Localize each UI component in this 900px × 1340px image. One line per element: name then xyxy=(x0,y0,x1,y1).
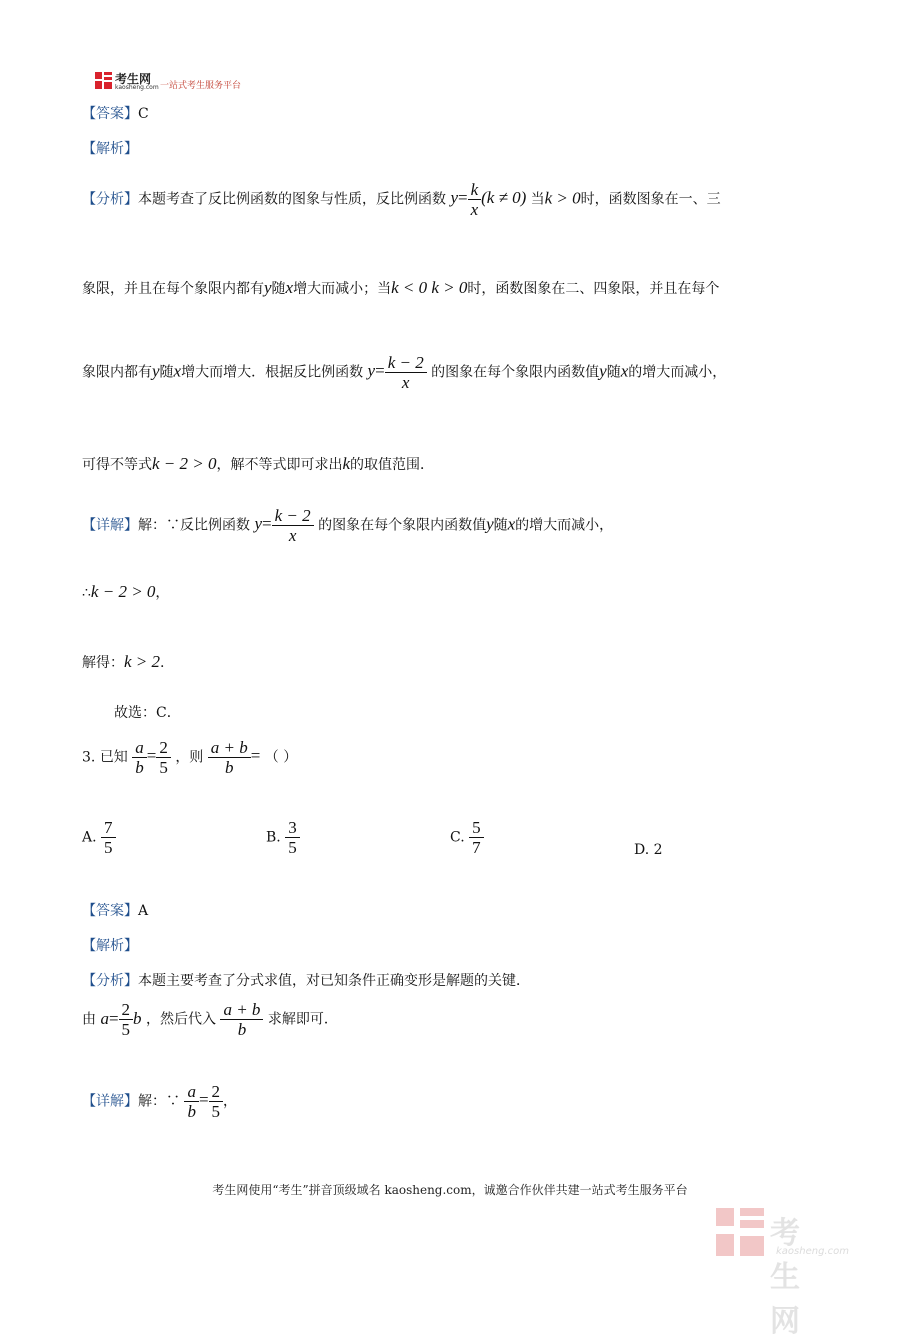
denominator: x xyxy=(288,526,297,545)
var-y: y xyxy=(599,361,607,381)
denominator: b xyxy=(237,1020,247,1039)
equals: = xyxy=(198,1090,209,1110)
equals: = xyxy=(108,1008,119,1028)
numerator: 2 xyxy=(209,1082,224,1102)
text: 的增大而减小， xyxy=(628,364,727,381)
fraction xyxy=(156,738,171,777)
q2-step1 xyxy=(82,582,169,602)
numerator: 2 xyxy=(156,738,171,758)
fraction xyxy=(469,818,484,857)
numerator: 2 xyxy=(119,1000,134,1020)
var-k: k xyxy=(342,454,351,473)
numerator: a xyxy=(184,1082,199,1102)
text: 象限内都有 xyxy=(82,364,152,381)
fraction xyxy=(119,1000,134,1039)
detail-tag: 【详解】 xyxy=(82,517,138,534)
text: 时，函数图象在一、三 xyxy=(580,191,721,208)
numerator: 3 xyxy=(285,818,300,838)
ineq: k < 0 k > 0 xyxy=(391,278,468,297)
text: 的图象在每个象限内函数值 xyxy=(318,517,487,534)
equals: = xyxy=(262,514,272,534)
fraction xyxy=(385,353,427,392)
text: 的图象在每个象限内函数值 xyxy=(431,364,600,381)
fraction xyxy=(272,506,314,545)
text: 的取值范围． xyxy=(350,457,435,473)
analysis-tag: 【解析】 xyxy=(82,938,138,954)
given-fraction xyxy=(132,738,171,777)
option-value: 2 xyxy=(653,842,663,858)
watermark xyxy=(716,1208,849,1339)
text: 本题考查了反比例函数的图象与性质，反比例函数 xyxy=(138,191,446,208)
answer-value: C xyxy=(138,106,149,122)
watermark-text: 考生网 xyxy=(770,1216,800,1339)
comma: ， xyxy=(223,1093,238,1110)
denominator: 5 xyxy=(104,838,113,857)
text: 可得不等式 xyxy=(82,457,152,473)
denominator: b xyxy=(225,758,234,777)
text: 增大而减小；当 xyxy=(293,281,392,297)
numerator: a xyxy=(132,738,147,758)
text: 时，函数图象在二、四象限，并且在每个 xyxy=(467,281,720,297)
text: ，则 xyxy=(175,749,204,766)
denominator: 5 xyxy=(121,1020,131,1040)
equals: = xyxy=(375,361,385,381)
kaosheng-logo-icon xyxy=(95,72,112,89)
text: 求解即可． xyxy=(267,1011,338,1028)
fenxi-tag: 【分析】 xyxy=(82,973,138,989)
numerator: k − 2 xyxy=(385,353,427,373)
q2-analysis-line3 xyxy=(82,353,726,392)
q2-solve xyxy=(82,652,164,672)
fraction xyxy=(208,738,251,777)
detail-tag: 【详解】 xyxy=(82,1093,138,1110)
fraction xyxy=(468,180,482,219)
q2-detail-line xyxy=(82,506,613,545)
var-y: y xyxy=(152,361,160,381)
answer-blank: （ ） xyxy=(264,749,298,766)
option-a xyxy=(82,818,116,857)
footer-text: 考生网使用“考生”拼音顶级域名 kaosheng.com，诚邀合作伙伴共建一站式考生服务平台 xyxy=(212,1183,688,1197)
fraction xyxy=(184,1082,199,1121)
q3-stem xyxy=(82,738,297,777)
q2-analysis-line4 xyxy=(82,454,434,474)
numerator: 5 xyxy=(469,818,484,838)
text: 已知 xyxy=(99,749,128,766)
q2-answer-line xyxy=(82,103,149,123)
target-fraction xyxy=(208,738,261,777)
text: 的增大而减小， xyxy=(515,517,614,534)
text: 当 xyxy=(530,191,545,208)
fraction xyxy=(220,1000,263,1039)
denominator: 5 xyxy=(211,1102,221,1121)
given-fraction xyxy=(184,1082,223,1121)
ineq-k-gt-0: k > 0 xyxy=(544,188,581,208)
option-label: B. xyxy=(266,829,281,846)
q3-answer-line xyxy=(82,900,148,920)
q3-substitution xyxy=(82,1000,338,1039)
formula-y-eq-k-over-x xyxy=(450,180,530,219)
numerator: a + b xyxy=(208,738,251,758)
option-label: C. xyxy=(450,829,465,846)
denominator: x xyxy=(470,200,479,219)
equals: = xyxy=(250,746,261,766)
option-b xyxy=(266,818,300,857)
answer-tag: 【答案】 xyxy=(82,903,138,919)
fraction xyxy=(132,738,147,777)
text: 随 xyxy=(606,364,621,381)
numerator: k − 2 xyxy=(272,506,314,526)
equals: = xyxy=(146,746,157,766)
option-d xyxy=(634,842,663,858)
text: 解：∵ xyxy=(138,1093,180,1110)
watermark-logo-icon xyxy=(716,1208,764,1256)
var-x: x xyxy=(285,278,294,297)
denominator: b xyxy=(187,1102,196,1121)
fraction xyxy=(101,818,116,857)
var-x: x xyxy=(507,514,516,534)
ineq: k − 2 > 0 xyxy=(90,582,156,601)
q2-analysis-line1 xyxy=(82,180,721,219)
var-y: y xyxy=(264,278,272,297)
therefore-symbol: ∴ xyxy=(82,585,91,601)
text: ，然后代入 xyxy=(146,1011,216,1028)
period: . xyxy=(160,655,165,671)
logo-slogan: 一站式考生服务平台 xyxy=(160,81,242,91)
result: k > 2 xyxy=(124,652,161,671)
var-b: b xyxy=(133,1008,142,1028)
text: 解：∵反比例函数 xyxy=(138,517,250,534)
text: 增大而增大．根据反比例函数 xyxy=(181,364,364,381)
text: 解得： xyxy=(82,655,124,671)
condition: (k ≠ 0) xyxy=(481,188,527,208)
denominator: 5 xyxy=(288,838,297,857)
option-c xyxy=(450,818,484,857)
var-x: x xyxy=(620,361,629,381)
comma: ， xyxy=(155,585,170,601)
denominator: 7 xyxy=(472,838,481,857)
denominator: x xyxy=(401,373,410,392)
formula-y-eq-km2-over-x xyxy=(367,353,427,392)
q3-detail xyxy=(82,1082,237,1121)
fraction xyxy=(209,1082,224,1121)
fraction xyxy=(285,818,300,857)
text: 随 xyxy=(159,364,174,381)
logo-text: 考生网 xyxy=(115,72,152,86)
ineq: k − 2 > 0 xyxy=(152,454,217,473)
option-label: A. xyxy=(82,829,97,846)
watermark-sub: kaosheng.com xyxy=(776,1246,849,1257)
numerator: a + b xyxy=(220,1000,263,1020)
analysis-tag: 【解析】 xyxy=(82,141,138,157)
numerator: k xyxy=(468,180,482,200)
answer-tag: 【答案】 xyxy=(82,106,138,122)
text: 本题主要考查了分式求值，对已知条件正确变形是解题的关键． xyxy=(138,973,530,989)
equals: = xyxy=(458,188,468,208)
question-number: 3. xyxy=(82,749,96,766)
text: 象限，并且在每个象限内都有 xyxy=(82,281,264,297)
var-y: y xyxy=(486,514,494,534)
formula-y-eq-km2-over-x xyxy=(254,506,313,545)
q3-fenxi xyxy=(82,970,530,990)
text: 随 xyxy=(271,281,286,297)
var-y: y xyxy=(254,514,262,534)
logo-sub: kaosheng.com xyxy=(115,84,159,91)
var-x: x xyxy=(173,361,182,381)
text: ，解不等式即可求出 xyxy=(216,457,343,473)
text: 由 xyxy=(82,1011,96,1028)
text: 随 xyxy=(493,517,508,534)
fenxi-tag: 【分析】 xyxy=(82,191,138,208)
q2-choose: 故选：C． xyxy=(114,705,181,721)
formula-a-eq xyxy=(100,1000,142,1040)
var-y: y xyxy=(450,188,458,208)
numerator: 7 xyxy=(101,818,116,838)
option-label: D. xyxy=(634,842,650,858)
denominator: b xyxy=(135,758,144,777)
answer-value: A xyxy=(138,903,149,919)
denominator: 5 xyxy=(159,758,168,777)
var-y: y xyxy=(367,361,376,381)
q2-analysis-line2 xyxy=(82,278,719,298)
var-a: a xyxy=(100,1008,109,1028)
